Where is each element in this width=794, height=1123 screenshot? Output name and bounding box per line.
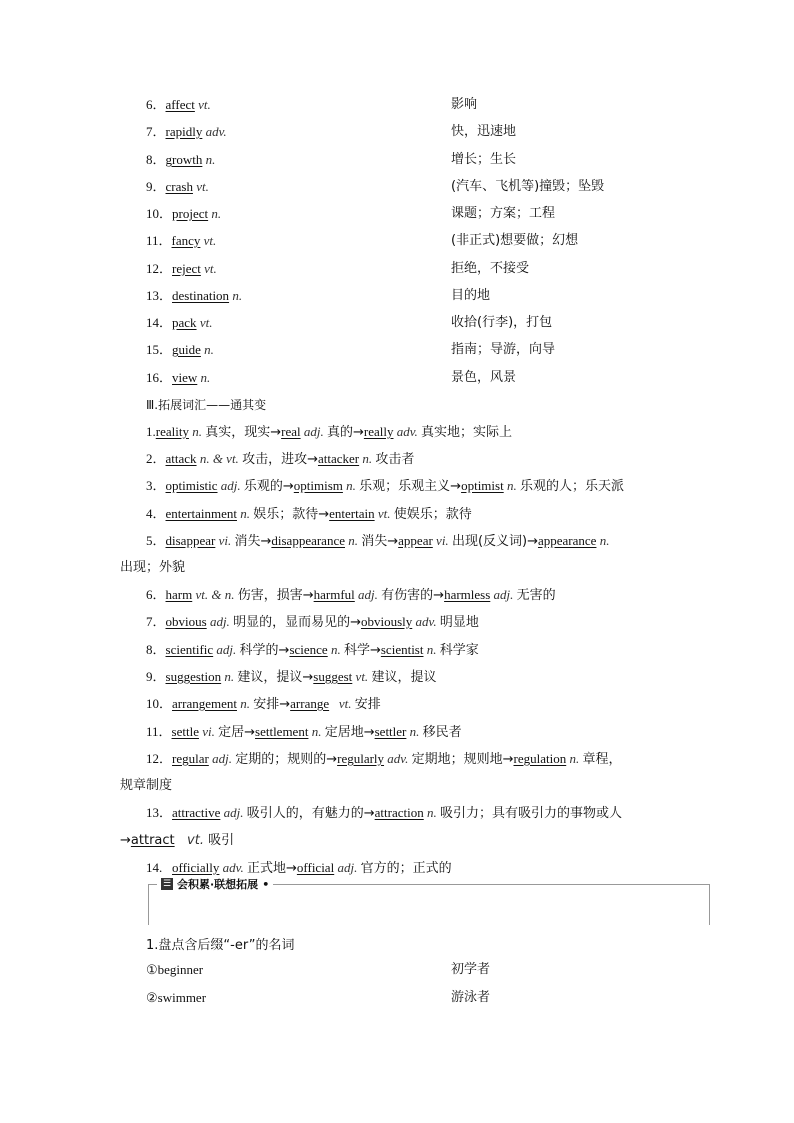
vocab-row bbox=[146, 204, 706, 224]
ext-word: entertain bbox=[329, 506, 375, 521]
ext-word: attract bbox=[130, 833, 175, 848]
ext-word: suggest bbox=[313, 669, 353, 684]
ext-item: 4．entertainment n. 娱乐；款待→entertain vt. 使娱乐；款待 bbox=[146, 506, 472, 522]
part-of-speech: n. bbox=[204, 342, 214, 357]
ext-word: obvious bbox=[165, 614, 207, 629]
ext-item: 14. officially adv. 正式地→official adj. 官方的；正式的 bbox=[146, 860, 452, 876]
item-number: 9． bbox=[146, 179, 166, 194]
ext-word: regular bbox=[172, 751, 209, 766]
part-of-speech: n. bbox=[205, 152, 216, 167]
ext-item: 12．regular adj. 定期的；规则的→regularly adv. 定期地；规则地→regulation n. 章程， bbox=[146, 751, 622, 767]
ext-word: settler bbox=[374, 724, 407, 739]
ext-word: arrange bbox=[290, 696, 330, 711]
ext-word: appear bbox=[398, 533, 433, 548]
ext-word: attraction bbox=[374, 805, 424, 820]
ext-word: appearance bbox=[537, 533, 597, 548]
vocab-meaning: 课题；方案；工程 bbox=[451, 206, 556, 221]
ext-word: scientific bbox=[165, 642, 214, 657]
ext-word: harmless bbox=[444, 587, 491, 602]
ext-item: 6．harm vt. & n. 伤害，损害→harmful adj. 有伤害的→harmless adj. 无害的 bbox=[146, 587, 556, 603]
ext-item: 3．optimistic adj. 乐观的→optimism n. 乐观；乐观主义→optimist n. 乐观的人；乐天派 bbox=[146, 478, 624, 494]
ext-continuation: 出现；外貌 bbox=[120, 560, 186, 575]
ext-word: optimist bbox=[461, 478, 504, 493]
vocab-row bbox=[146, 95, 706, 115]
part-of-speech: vt. bbox=[196, 179, 209, 194]
ext-word: harm bbox=[165, 587, 193, 602]
ext-item: 5．disappear vi. 消失→disappearance n. 消失→appear vi. 出现(反义词)→appearance n. bbox=[146, 533, 610, 549]
vocab-word: view bbox=[172, 370, 198, 385]
item-number: 13． bbox=[146, 288, 173, 303]
item-number: 10． bbox=[146, 206, 173, 221]
part-of-speech: vt. bbox=[204, 261, 217, 276]
ext-word: settlement bbox=[255, 724, 309, 739]
item-number: 16． bbox=[146, 370, 173, 385]
ext-word: real bbox=[281, 424, 301, 439]
ext-word: officially bbox=[172, 860, 220, 875]
vocab-word: guide bbox=[172, 342, 201, 357]
vocab-word: fancy bbox=[171, 233, 201, 248]
ext-word: science bbox=[289, 642, 328, 657]
part-of-speech: vt. bbox=[198, 97, 211, 112]
item-number: 14． bbox=[146, 315, 173, 330]
ext-word: disappear bbox=[165, 533, 216, 548]
ext-continuation: →attract vt. 吸引 bbox=[120, 833, 235, 848]
vocab-word: destination bbox=[172, 288, 230, 303]
accumulation-box bbox=[148, 877, 710, 925]
vocab-meaning: 收拾(行李)，打包 bbox=[451, 315, 553, 330]
book-icon: ☰ bbox=[162, 879, 172, 889]
vocab-meaning: 影响 bbox=[451, 97, 478, 112]
part-of-speech: adv. bbox=[205, 124, 227, 139]
ext-word: harmful bbox=[313, 587, 355, 602]
ext-word: optimistic bbox=[165, 478, 218, 493]
example-row: ①beginner 初学者 bbox=[146, 962, 491, 977]
vocab-row bbox=[146, 340, 706, 360]
ext-word: optimism bbox=[293, 478, 343, 493]
ext-word: regulation bbox=[513, 751, 567, 766]
vocab-row bbox=[146, 368, 706, 388]
item-number: 12． bbox=[146, 261, 173, 276]
part-of-speech: vt. bbox=[199, 315, 213, 330]
vocab-word: crash bbox=[165, 179, 193, 194]
vocab-row bbox=[146, 259, 706, 279]
vocab-meaning: (非正式)想要做；幻想 bbox=[451, 233, 579, 248]
box-title: ☰ 会积累·联想拓展 • bbox=[157, 876, 273, 892]
ext-word: entertainment bbox=[165, 506, 237, 521]
ext-word: suggestion bbox=[165, 669, 222, 684]
vocab-meaning: 指南；导游，向导 bbox=[451, 342, 556, 357]
item-number: 11． bbox=[146, 233, 172, 248]
example-row: ②swimmer 游泳者 bbox=[146, 990, 491, 1005]
item-number: 8． bbox=[146, 152, 166, 167]
ext-word: attractive bbox=[172, 805, 221, 820]
ext-item: 9．suggestion n. 建议，提议→suggest vt. 建议，提议 bbox=[146, 669, 437, 685]
vocab-word: growth bbox=[165, 152, 203, 167]
vocab-word: pack bbox=[172, 315, 197, 330]
ext-word: official bbox=[296, 860, 335, 875]
part-of-speech: n. bbox=[211, 206, 222, 221]
vocab-row bbox=[146, 286, 706, 306]
ext-item: 11．settle vi. 定居→settlement n. 定居地→settler n. 移民者 bbox=[146, 724, 462, 740]
vocab-row bbox=[146, 150, 706, 170]
ext-word: regularly bbox=[337, 751, 385, 766]
vocab-word: reject bbox=[172, 261, 201, 276]
vocab-meaning: 景色，风景 bbox=[451, 370, 517, 385]
item-number: 15． bbox=[146, 342, 173, 357]
ext-word: scientist bbox=[380, 642, 424, 657]
vocab-row bbox=[146, 231, 706, 251]
ext-continuation: 规章制度 bbox=[120, 778, 173, 793]
vocab-meaning: 拒绝，不接受 bbox=[451, 261, 530, 276]
part-of-speech: n. bbox=[232, 288, 243, 303]
vocab-row bbox=[146, 313, 706, 333]
ext-word: attack bbox=[165, 451, 197, 466]
part-of-speech: n. bbox=[200, 370, 211, 385]
ext-word: really bbox=[363, 424, 394, 439]
vocab-word: affect bbox=[165, 97, 195, 112]
ext-word: disappearance bbox=[271, 533, 345, 548]
ext-word: attacker bbox=[317, 451, 360, 466]
sub-heading: 1.盘点含后缀“-er”的名词 bbox=[146, 938, 295, 953]
item-number: 6． bbox=[146, 97, 166, 112]
ext-word: obviously bbox=[360, 614, 413, 629]
item-number: 7． bbox=[146, 124, 166, 139]
vocab-meaning: 增长；生长 bbox=[451, 152, 517, 167]
vocab-word: project bbox=[172, 206, 209, 221]
vocab-word: rapidly bbox=[165, 124, 203, 139]
vocab-meaning: 目的地 bbox=[451, 288, 491, 303]
vocab-meaning: 快，迅速地 bbox=[451, 124, 517, 139]
vocab-row bbox=[146, 122, 706, 142]
part-of-speech: vt. bbox=[203, 233, 217, 248]
ext-item: 13．attractive adj. 吸引人的，有魅力的→attraction n. 吸引力；具有吸引力的事物或人 bbox=[146, 805, 623, 821]
ext-word: settle bbox=[171, 724, 199, 739]
vocab-row bbox=[146, 177, 706, 197]
ext-word: arrangement bbox=[172, 696, 237, 711]
ext-item: 1.reality n. 真实，现实→real adj. 真的→really adv. 真实地；实际上 bbox=[146, 424, 513, 440]
ext-item: 2．attack n. & vt. 攻击，进攻→attacker n. 攻击者 bbox=[146, 451, 415, 467]
ext-item: 7．obvious adj. 明显的，显而易见的→obviously adv. 明显地 bbox=[146, 614, 479, 630]
section-heading: Ⅲ.拓展词汇——通其变 bbox=[146, 398, 267, 412]
ext-item: 8．scientific adj. 科学的→science n. 科学→scientist n. 科学家 bbox=[146, 642, 479, 658]
vocab-meaning: (汽车、飞机等)撞毁；坠毁 bbox=[451, 179, 605, 194]
ext-item: 10．arrangement n. 安排→arrange vt. 安排 bbox=[146, 696, 381, 712]
ext-word: reality bbox=[155, 424, 189, 439]
